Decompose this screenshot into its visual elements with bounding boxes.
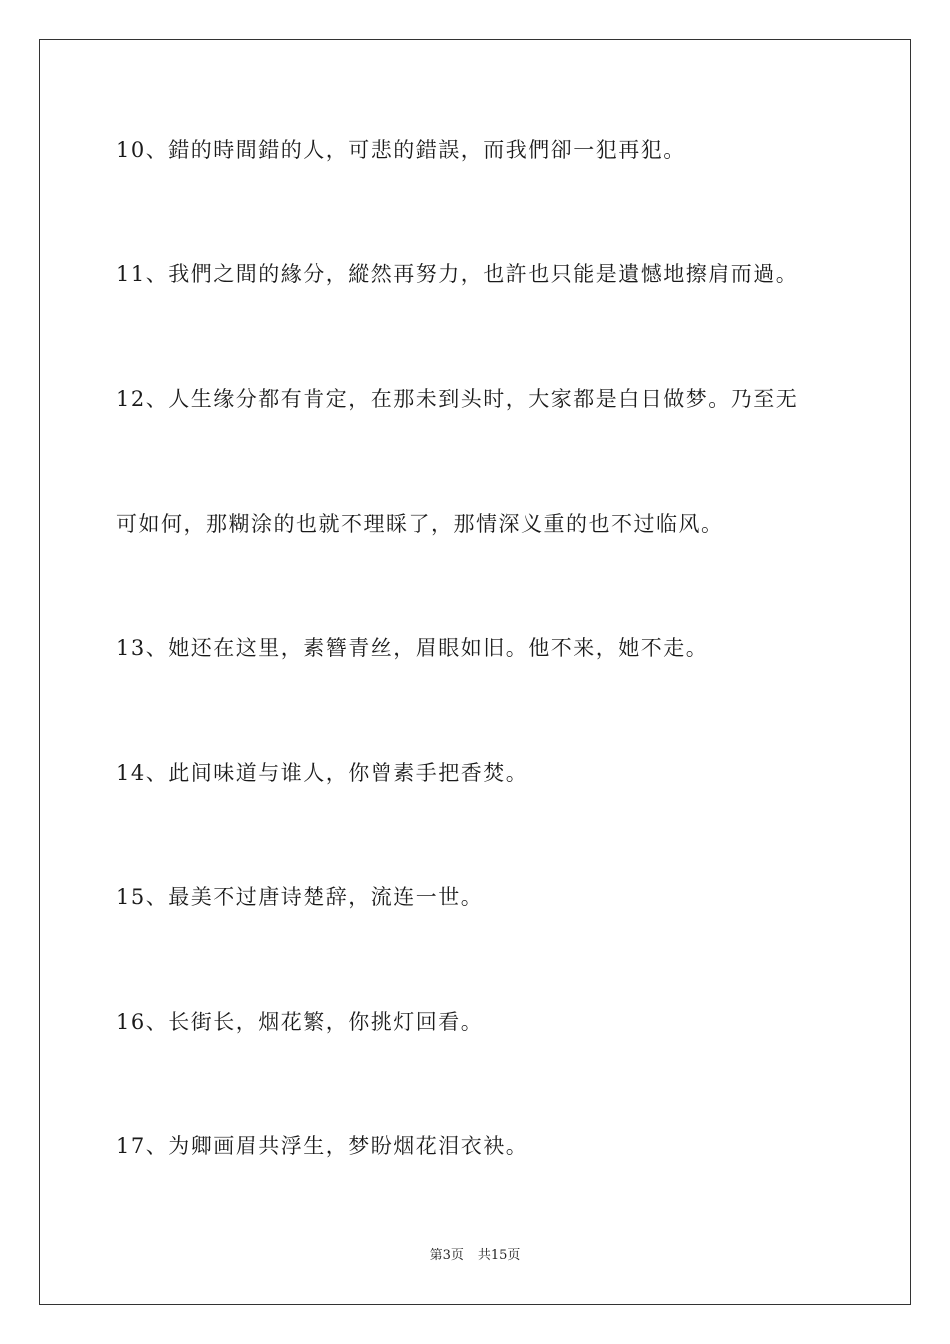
text-line: 14、此间味道与谁人，你曾素手把香焚。	[116, 761, 529, 785]
text-line: 15、最美不过唐诗楚辞，流连一世。	[116, 885, 484, 909]
text-line: 12、人生缘分都有肯定，在那未到头时，大家都是白日做梦。乃至无	[116, 387, 799, 411]
page-total: 共15页	[477, 1248, 521, 1263]
text-line: 13、她还在这里，素簪青丝，眉眼如旧。他不来，她不走。	[116, 636, 709, 660]
page-frame	[39, 39, 911, 1305]
text-line: 10、錯的時間錯的人，可悲的錯誤，而我們卻一犯再犯。	[116, 138, 686, 162]
page-footer	[0, 1249, 950, 1262]
text-line: 16、长街长，烟花繁，你挑灯回看。	[116, 1010, 484, 1034]
page-number: 第3页	[429, 1248, 464, 1263]
text-line: 可如何，那糊涂的也就不理睬了，那情深义重的也不过临风。	[116, 512, 724, 536]
text-line: 17、为卿画眉共浮生，梦盼烟花泪衣袂。	[116, 1134, 529, 1158]
text-line: 11、我們之間的緣分，縱然再努力，也許也只能是遺憾地擦肩而過。	[116, 262, 799, 286]
